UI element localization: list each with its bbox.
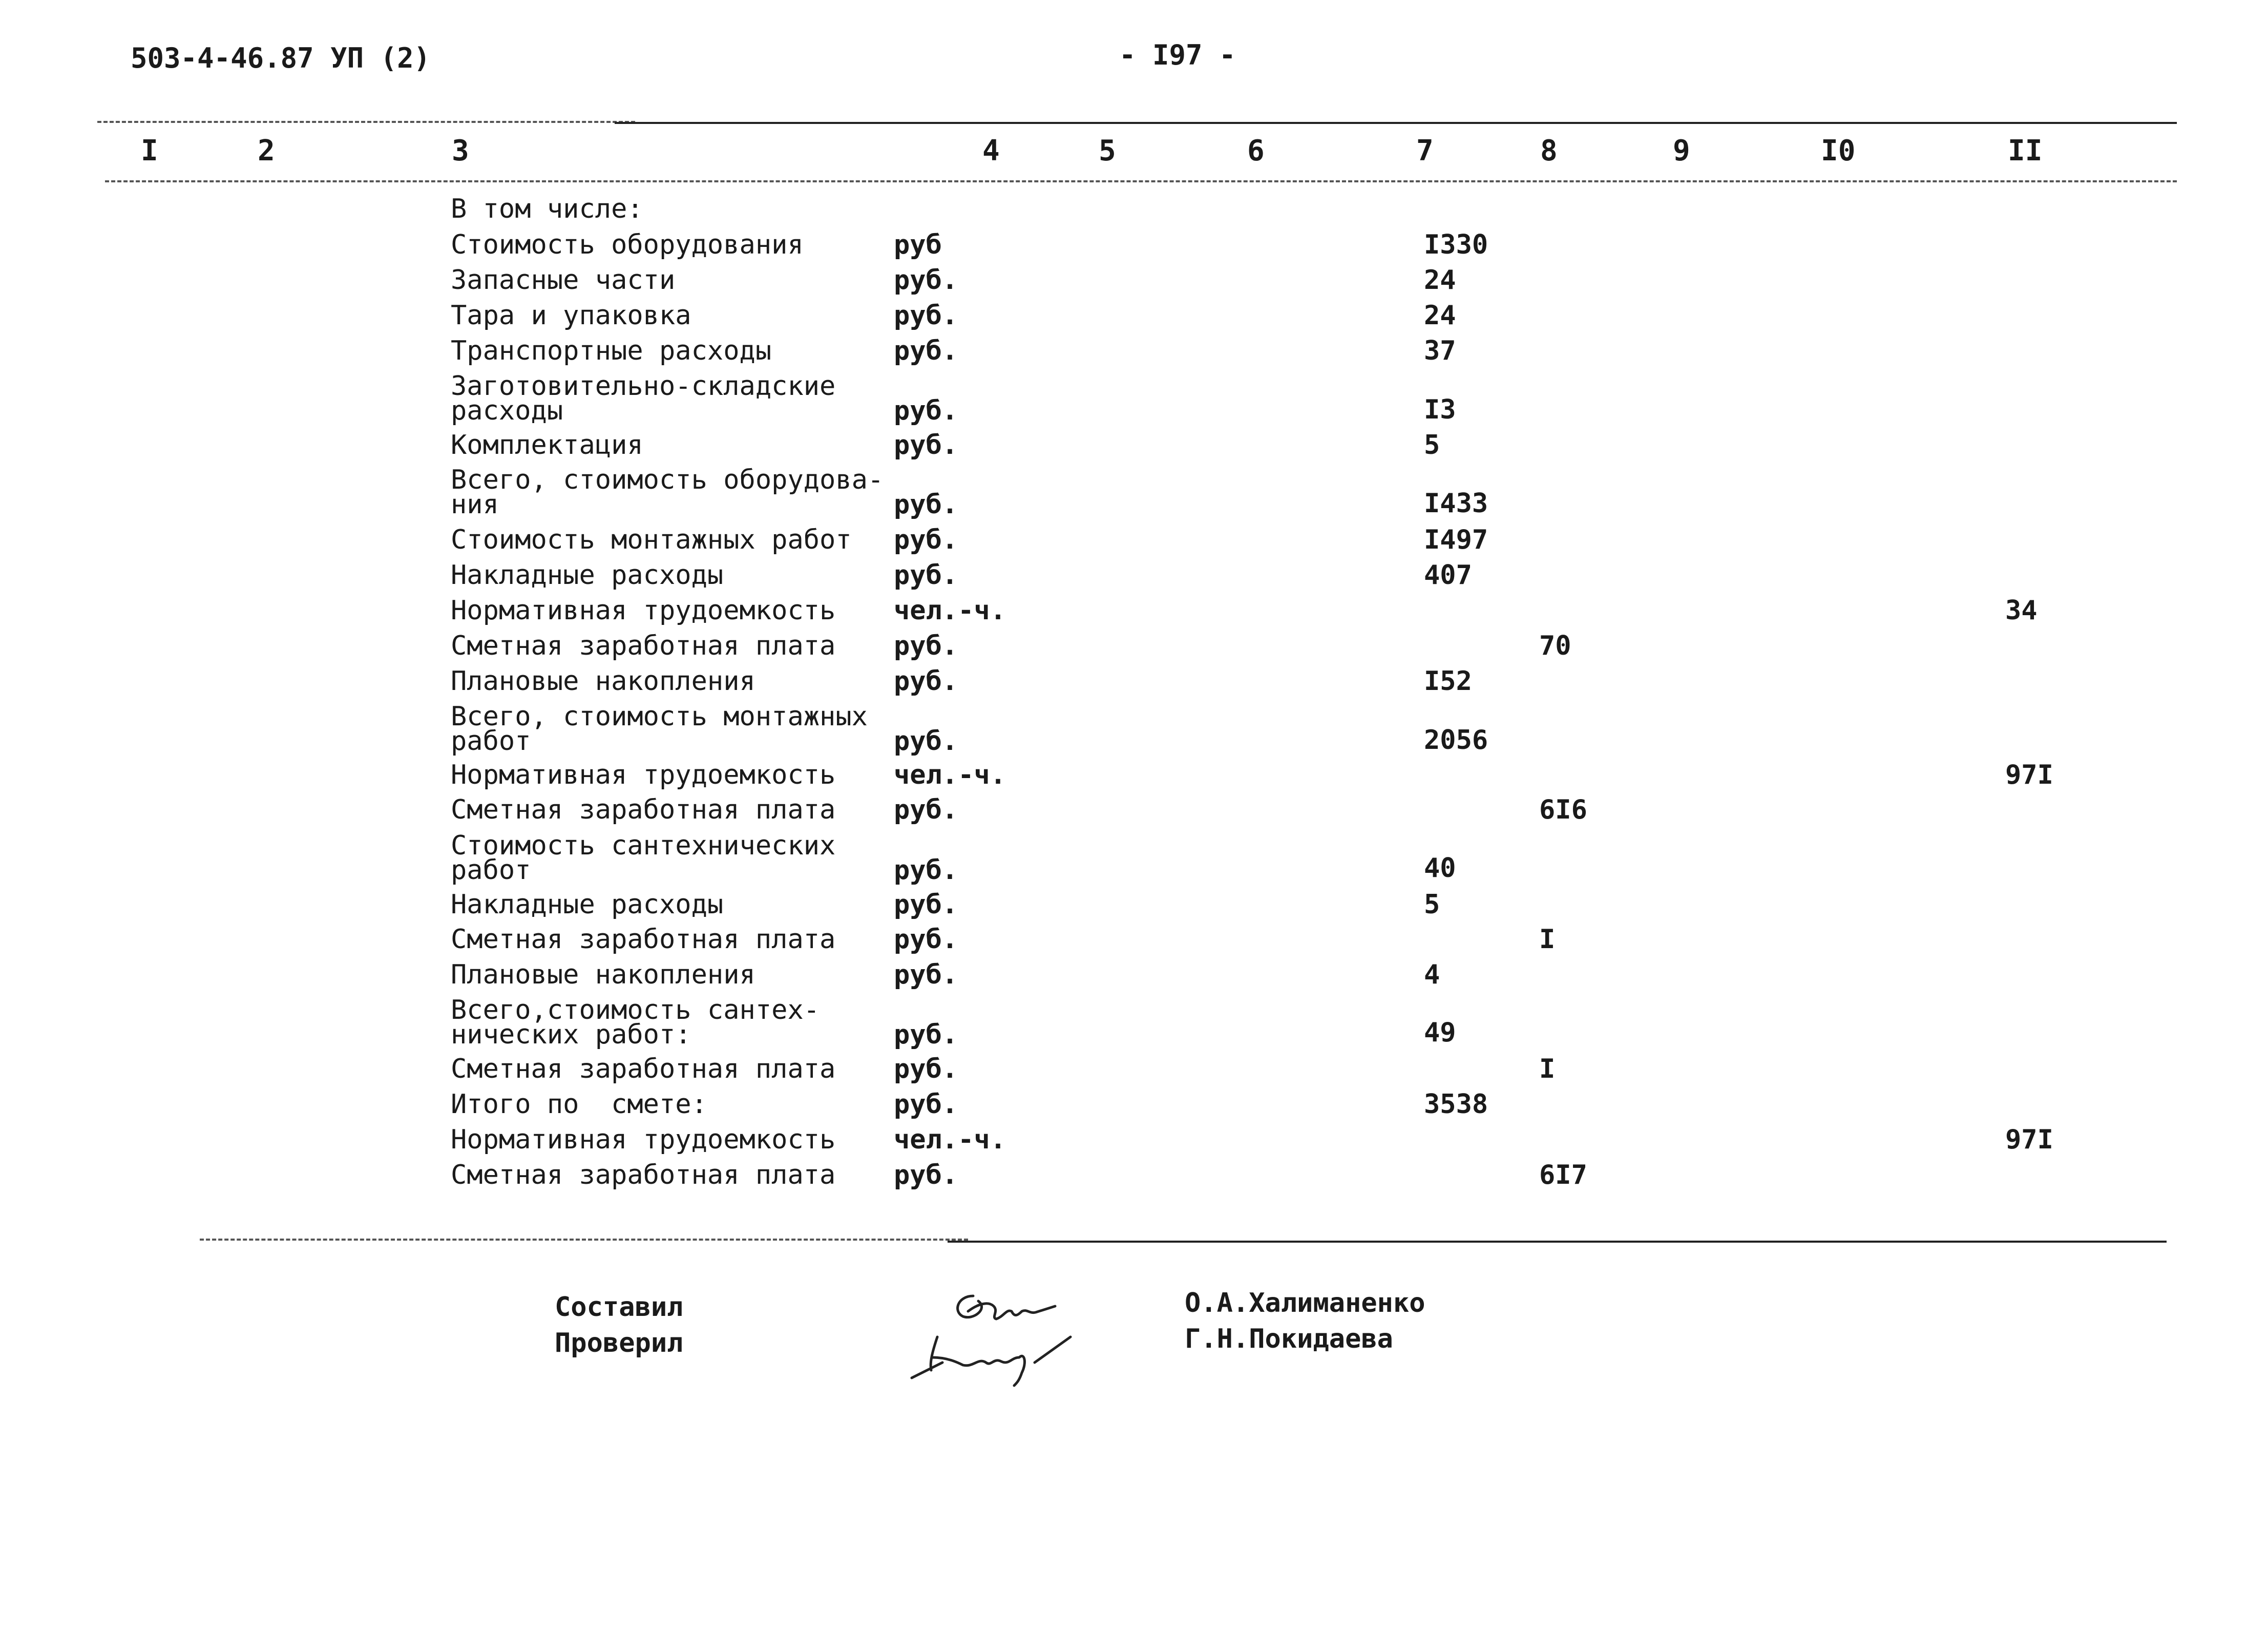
row-description: Накладные расходы: [451, 889, 724, 920]
row-col7-value: 2056: [1424, 725, 1488, 756]
page-number: - I97 -: [1119, 39, 1236, 71]
column-header-9: 9: [1673, 134, 1690, 167]
header-top-rule-left: [97, 121, 635, 123]
row-description: Всего,стоимость сантех- нических работ:: [451, 995, 820, 1050]
row-description: Запасные части: [451, 265, 676, 296]
row-unit: руб.: [894, 1019, 958, 1050]
row-col7-value: 4: [1424, 959, 1440, 990]
row-unit: чел.-ч.: [894, 1124, 1006, 1155]
row-col11-value: 34: [2005, 595, 2038, 626]
column-header-1: I: [141, 134, 158, 167]
row-description: Плановые накопления: [451, 959, 755, 990]
row-unit: руб.: [894, 1089, 958, 1120]
column-header-11: II: [2008, 134, 2043, 167]
row-description: Нормативная трудоемкость: [451, 595, 836, 626]
row-col11-value: 97I: [2005, 760, 2053, 790]
row-col7-value: I433: [1424, 488, 1488, 519]
row-unit: руб.: [894, 889, 958, 920]
row-unit: руб.: [894, 336, 958, 366]
row-col11-value: 97I: [2005, 1124, 2053, 1155]
row-description: Стоимость сантехнических работ: [451, 830, 836, 886]
row-col7-value: 40: [1424, 853, 1456, 884]
header-top-rule: [615, 122, 2177, 124]
row-unit: руб.: [894, 300, 958, 331]
row-unit: руб: [894, 229, 942, 260]
row-description: Всего, стоимость оборудова- ния: [451, 465, 884, 520]
row-col8-value: 6I7: [1539, 1160, 1587, 1190]
row-unit: руб.: [894, 855, 958, 886]
row-unit: руб.: [894, 430, 958, 460]
row-description: Тара и упаковка: [451, 300, 691, 331]
row-unit: руб.: [894, 924, 958, 955]
row-description: Итого по смете:: [451, 1089, 707, 1120]
row-description: Плановые накопления: [451, 666, 755, 697]
column-header-8: 8: [1540, 134, 1558, 167]
row-col7-value: I52: [1424, 666, 1472, 697]
row-description: Всего, стоимость монтажных работ: [451, 701, 868, 757]
row-description: Комплектация: [451, 430, 643, 460]
row-description: Нормативная трудоемкость: [451, 760, 836, 790]
row-description: Стоимость монтажных работ: [451, 525, 852, 555]
row-description: Накладные расходы: [451, 560, 724, 591]
row-unit: руб.: [894, 794, 958, 825]
compiled-by-label: Составил: [555, 1292, 683, 1323]
header-bottom-rule: [105, 180, 2177, 182]
row-col7-value: 3538: [1424, 1089, 1488, 1120]
column-header-4: 4: [982, 134, 1000, 167]
row-col7-value: I3: [1424, 394, 1456, 425]
row-col7-value: I497: [1424, 525, 1488, 555]
row-unit: чел.-ч.: [894, 595, 1006, 626]
row-col8-value: 70: [1539, 631, 1571, 661]
row-col7-value: 37: [1424, 336, 1456, 366]
row-unit: руб.: [894, 525, 958, 555]
row-description: Сметная заработная плата: [451, 924, 836, 955]
row-description: В том числе:: [451, 194, 643, 224]
row-col8-value: 6I6: [1539, 794, 1587, 825]
row-unit: руб.: [894, 560, 958, 591]
column-header-5: 5: [1099, 134, 1116, 167]
row-unit: руб.: [894, 631, 958, 661]
row-col8-value: I: [1539, 924, 1556, 955]
row-unit: руб.: [894, 726, 958, 757]
checked-by-label: Проверил: [555, 1328, 683, 1358]
column-header-10: I0: [1821, 134, 1856, 167]
row-description: Сметная заработная плата: [451, 1054, 836, 1084]
row-unit: руб.: [894, 1160, 958, 1190]
table-bottom-rule: [948, 1241, 2167, 1243]
row-col7-value: 24: [1424, 300, 1456, 331]
row-col7-value: I330: [1424, 229, 1488, 260]
row-col7-value: 5: [1424, 430, 1440, 460]
column-header-7: 7: [1416, 134, 1434, 167]
row-description: Сметная заработная плата: [451, 794, 836, 825]
row-unit: чел.-ч.: [894, 760, 1006, 790]
row-unit: руб.: [894, 395, 958, 426]
row-col7-value: 24: [1424, 265, 1456, 296]
row-col7-value: 49: [1424, 1017, 1456, 1048]
column-header-2: 2: [258, 134, 275, 167]
row-unit: руб.: [894, 1054, 958, 1084]
row-unit: руб.: [894, 959, 958, 990]
row-unit: руб.: [894, 666, 958, 697]
row-description: Транспортные расходы: [451, 336, 772, 366]
compiled-by-name: О.А.Халиманенко: [1185, 1288, 1425, 1318]
row-unit: руб.: [894, 489, 958, 520]
document-code: 503-4-46.87 УП (2): [131, 42, 431, 74]
row-description: Нормативная трудоемкость: [451, 1124, 836, 1155]
column-header-3: 3: [452, 134, 469, 167]
row-col7-value: 407: [1424, 560, 1472, 591]
table-bottom-rule-left: [200, 1239, 968, 1241]
row-description: Сметная заработная плата: [451, 631, 836, 661]
row-col8-value: I: [1539, 1054, 1556, 1084]
row-description: Сметная заработная плата: [451, 1160, 836, 1190]
column-header-6: 6: [1247, 134, 1265, 167]
handwritten-signatures: [901, 1281, 1158, 1393]
checked-by-name: Г.Н.Покидаева: [1185, 1324, 1393, 1354]
row-col7-value: 5: [1424, 889, 1440, 920]
row-unit: руб.: [894, 265, 958, 296]
row-description: Заготовительно-складские расходы: [451, 371, 836, 426]
row-description: Стоимость оборудования: [451, 229, 804, 260]
